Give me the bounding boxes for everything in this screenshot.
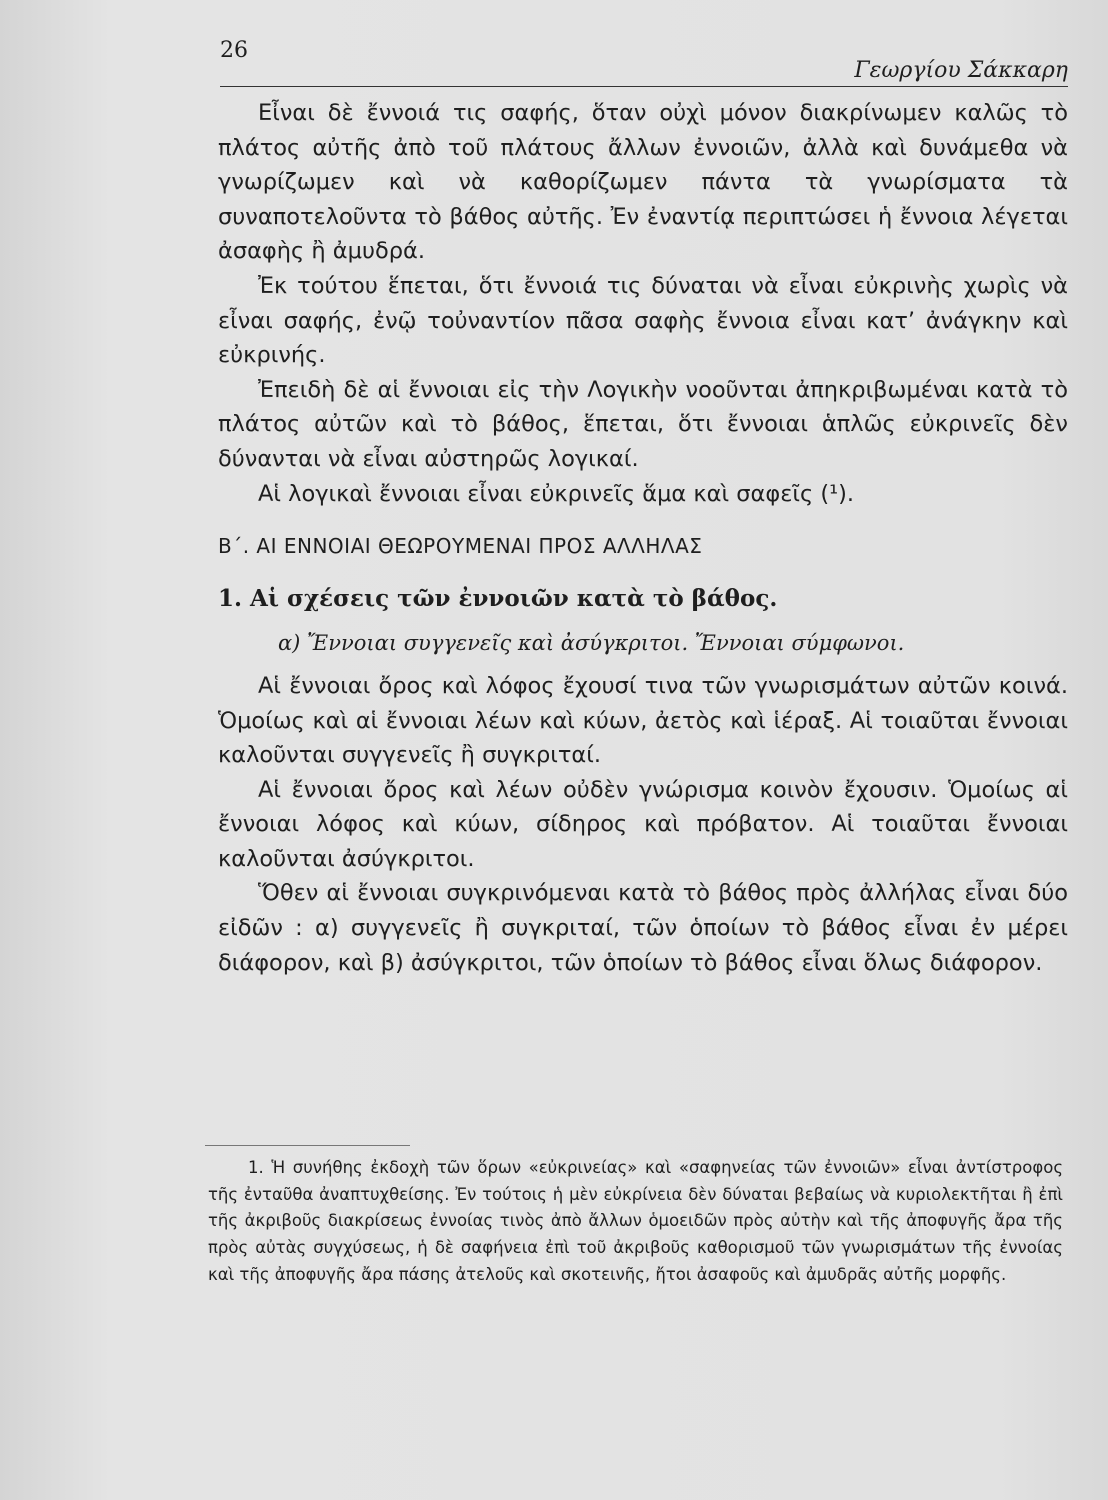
paragraph: Εἶναι δὲ ἔννοιά τις σαφής, ὅταν οὐχὶ μόνον διακρίνωμεν καλῶς τὸ πλάτος αὐτῆς ἀπὸ τοῦ πλάτους ἄλλων ἐννοιῶν, ἀλλὰ καὶ δυνάμεθα νὰ γνωρίζωμεν καὶ νὰ καθορίζωμεν πάντα τὰ γνωρίσματα τὰ συναποτελοῦντα τὸ βάθος αὐτῆς. Ἐν ἐναντίᾳ περιπτώσει ἡ ἔννοια λέγεται ἀσαφὴς ἢ ἀμυδρά. bbox=[218, 100, 1068, 265]
footnote-divider bbox=[205, 1145, 410, 1146]
subsection-heading: 1. Αἱ σχέσεις τῶν ἐννοιῶν κατὰ τὸ βάθος. bbox=[218, 584, 778, 612]
footnote: 1. Ἡ συνήθης ἐκδοχὴ τῶν ὅρων «εὐκρινείας» καὶ «σαφηνείας τῶν ἐννοιῶν» εἶναι ἀντίστροφος τῆς ἐνταῦθα ἀναπτυχθείσης. Ἐν τούτοις ἡ μὲν εὐκρίνεια δὲν δύναται βεβαίως νὰ κυριολεκτῆται ἢ ἐπὶ τῆς ἀκριβοῦς διακρίσεως ἐννοίας τινὸς ἀπὸ ἄλλων ὁμοειδῶν πρὸς αὐτὴν καὶ τῆς ἀποφυγῆς ἄρα τῆς πρὸς αὐτὰς συγχύσεως, ἡ δὲ σαφήνεια ἐπὶ τοῦ ἀκριβοῦς καθορισμοῦ τῶν γνωρισμάτων τῆς ἐννοίας καὶ τῆς ἀποφυγῆς ἄρα πάσης ἀτελοῦς καὶ σκοτεινῆς, ἤτοι ἀσαφοῦς καὶ ἀμυδρᾶς αὐτῆς μορφῆς. bbox=[208, 1158, 1063, 1284]
page-header bbox=[220, 38, 1068, 87]
section-heading: Β΄. ΑΙ ΕΝΝΟΙΑΙ ΘΕΩΡΟΥΜΕΝΑΙ ΠΡΟΣ ΑΛΛΗΛΑΣ bbox=[218, 534, 703, 559]
paragraph: Αἱ ἔννοιαι ὄρος καὶ λέων οὐδὲν γνώρισμα κοινὸν ἔχουσιν. Ὁμοίως αἱ ἔννοιαι λόφος καὶ κύων, σίδηρος καὶ πρόβατον. Αἱ τοιαῦται ἔννοιαι καλοῦνται ἀσύγκριτοι. bbox=[218, 776, 1068, 872]
paragraph: Αἱ ἔννοιαι ὄρος καὶ λόφος ἔχουσί τινα τῶν γνωρισμάτων αὐτῶν κοινά. Ὁμοίως καὶ αἱ ἔννοιαι λέων καὶ κύων, ἀετὸς καὶ ἱέραξ. Αἱ τοιαῦται ἔννοιαι καλοῦνται συγγενεῖς ἢ συγκριταί. bbox=[218, 672, 1068, 769]
footnotes bbox=[208, 1155, 1063, 1289]
page-number: 26 bbox=[220, 38, 248, 63]
paragraph: Ὅθεν αἱ ἔννοιαι συγκρινόμεναι κατὰ τὸ βάθος πρὸς ἀλλήλας εἶναι δύο εἰδῶν : α) συγγενεῖς ἢ συγκριταί, τῶν ὁποίων τὸ βάθος εἶναι ἐν μέρει διάφορον, καὶ β) ἀσύγκριτοι, τῶν ὁποίων τὸ βάθος εἶναι ὅλως διάφορον. bbox=[218, 880, 1068, 976]
running-head: Γεωργίου Σάκκαρη bbox=[854, 58, 1068, 83]
subsubsection-heading: α) Ἔννοιαι συγγενεῖς καὶ ἀσύγκριτοι. Ἔννοιαι σύμφωνοι. bbox=[278, 631, 905, 656]
main-text bbox=[218, 96, 1068, 980]
paragraph: Ἐκ τούτου ἕπεται, ὅτι ἔννοιά τις δύναται νὰ εἶναι εὐκρινὴς χωρὶς νὰ εἶναι σαφής, ἐνῷ τοὐναντίον πᾶσα σαφὴς ἔννοια εἶναι κατ’ ἀνάγκην καὶ εὐκρινής. bbox=[218, 272, 1068, 369]
paragraph: Αἱ λογικαὶ ἔννοιαι εἶναι εὐκρινεῖς ἅμα καὶ σαφεῖς (¹). bbox=[258, 480, 855, 507]
paragraph: Ἐπειδὴ δὲ αἱ ἔννοιαι εἰς τὴν Λογικὴν νοοῦνται ἀπηκριβωμέναι κατὰ τὸ πλάτος αὐτῶν καὶ τὸ βάθος, ἕπεται, ὅτι ἔννοιαι ἁπλῶς εὐκρινεῖς δὲν δύνανται νὰ εἶναι αὐστηρῶς λογικαί. bbox=[218, 376, 1068, 472]
